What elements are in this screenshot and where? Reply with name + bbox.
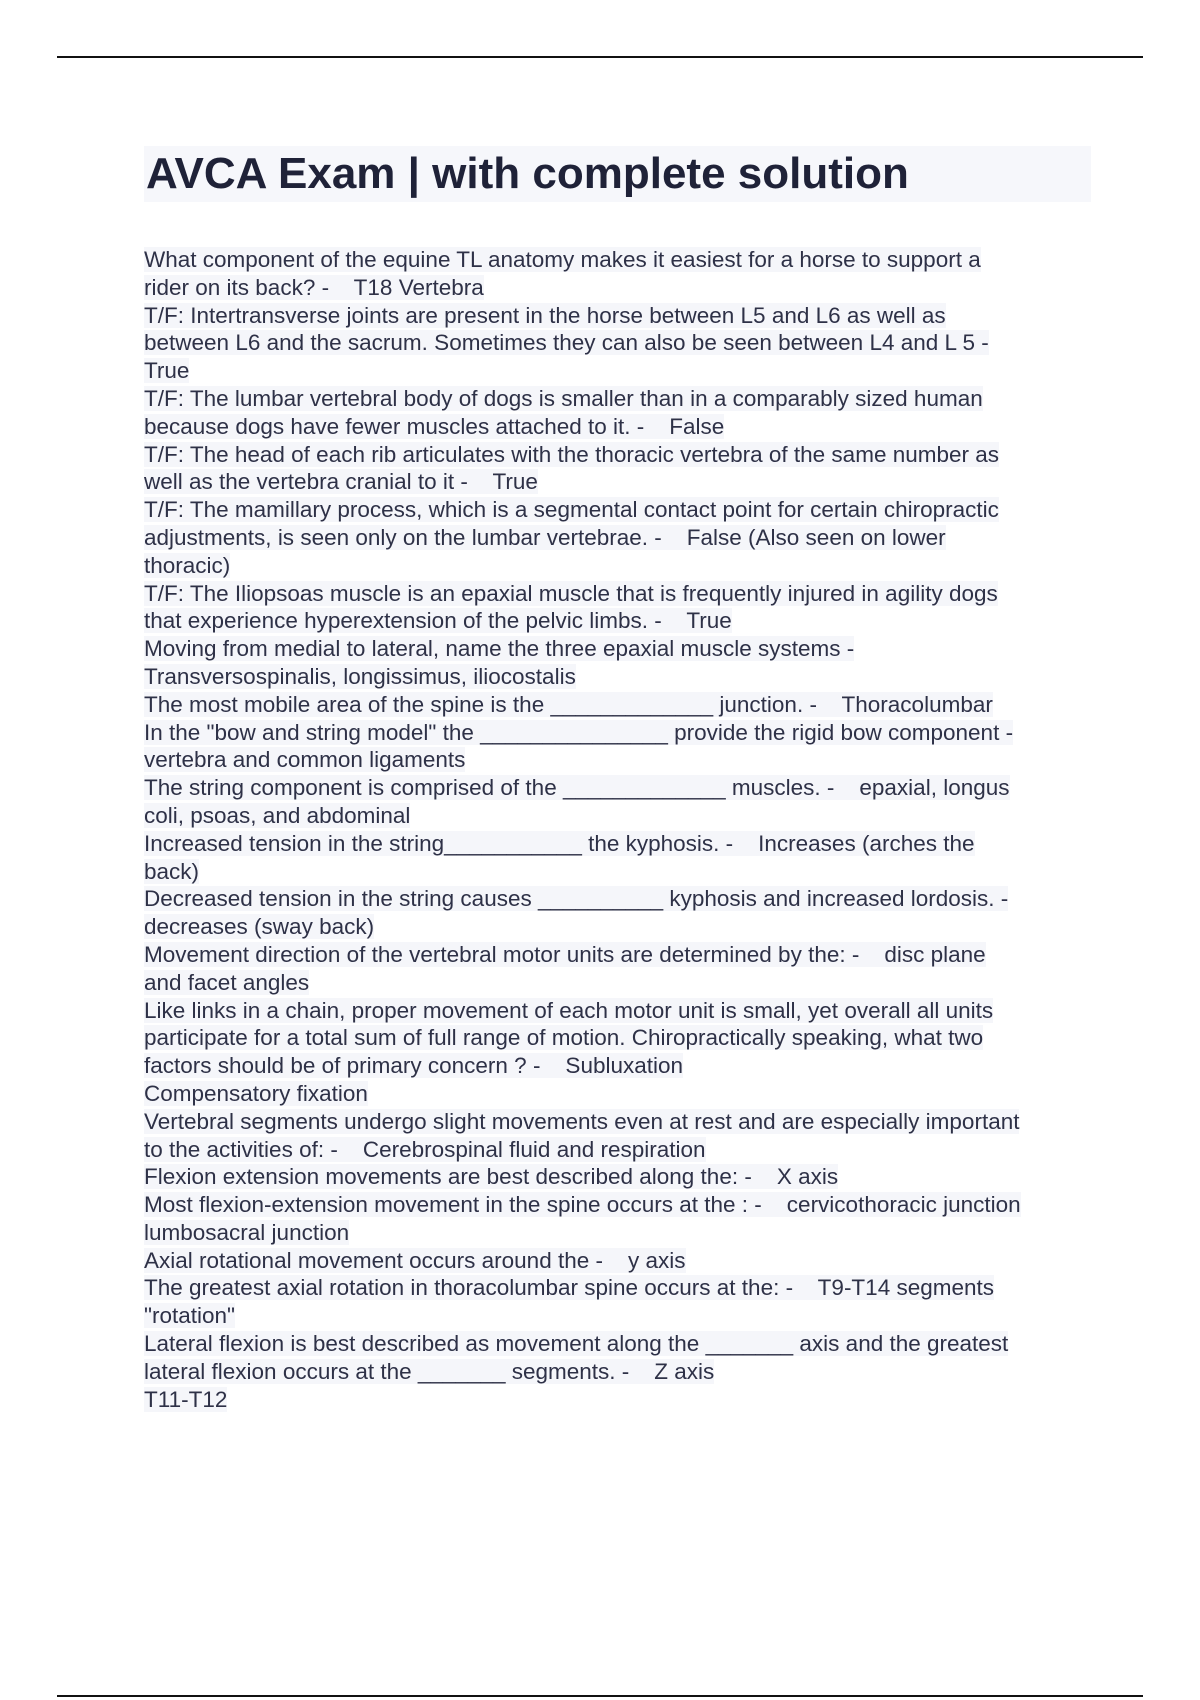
text-line: rider on its back? - T18 Vertebra <box>144 274 484 300</box>
text-line: Movement direction of the vertebral motor units are determined by the: - disc plane <box>144 941 986 967</box>
text-line: Vertebral segments undergo slight movements even at rest and are especially important <box>144 1108 1020 1134</box>
text-line: What component of the equine TL anatomy makes it easiest for a horse to support a <box>144 247 981 272</box>
text-line: between L6 and the sacrum. Sometimes they can also be seen between L4 and L 5 - <box>144 330 989 356</box>
text-line: thoracic) <box>144 552 231 578</box>
top-divider <box>57 56 1143 58</box>
text-line: and facet angles <box>144 969 310 995</box>
text-line: In the "bow and string model" the _______________ provide the rigid bow component - <box>144 719 1014 745</box>
text-line: that experience hyperextension of the pelvic limbs. - True <box>144 608 732 634</box>
text-line: because dogs have fewer muscles attached to it. - False <box>144 413 725 439</box>
page-title: AVCA Exam | with complete solution <box>146 149 909 198</box>
text-line: lateral flexion occurs at the _______ segments. - Z axis <box>144 1358 715 1384</box>
text-line: T/F: Intertransverse joints are present in the horse between L5 and L6 as well as <box>144 302 946 328</box>
text-line: lumbosacral junction <box>144 1219 350 1245</box>
text-line: T11-T12 <box>144 1386 228 1412</box>
text-line: back) <box>144 858 200 884</box>
text-line: Compensatory fixation <box>144 1080 368 1106</box>
text-line: vertebra and common ligaments <box>144 747 466 773</box>
text-line: Flexion extension movements are best described along the: - X axis <box>144 1164 839 1190</box>
text-line: Lateral flexion is best described as movement along the _______ axis and the greatest <box>144 1331 1009 1357</box>
text-line: T/F: The lumbar vertebral body of dogs is smaller than in a comparably sized human <box>144 385 983 411</box>
text-line: Like links in a chain, proper movement of each motor unit is small, yet overall all units <box>144 997 994 1023</box>
text-line: Decreased tension in the string causes __________ kyphosis and increased lordosis. - <box>144 886 1009 912</box>
text-line: to the activities of: - Cerebrospinal fluid and respiration <box>144 1136 706 1162</box>
text-line: T/F: The mamillary process, which is a segmental contact point for certain chiropractic <box>144 497 999 523</box>
text-line: T/F: The Iliopsoas muscle is an epaxial muscle that is frequently injured in agility dogs <box>144 580 998 606</box>
text-line: The string component is comprised of the _____________ muscles. - epaxial, longus <box>144 775 1010 801</box>
text-line: T/F: The head of each rib articulates with the thoracic vertebra of the same number as <box>144 441 1000 467</box>
text-line: Moving from medial to lateral, name the three epaxial muscle systems - <box>144 636 855 662</box>
text-line: adjustments, is seen only on the lumbar vertebrae. - False (Also seen on lower <box>144 524 946 550</box>
text-line: True <box>144 358 190 384</box>
text-line: decreases (sway back) <box>144 914 375 940</box>
bottom-divider <box>57 1695 1143 1697</box>
text-line: factors should be of primary concern ? - Subluxation <box>144 1053 684 1079</box>
text-line: "rotation" <box>144 1303 236 1329</box>
text-line: The greatest axial rotation in thoracolumbar spine occurs at the: - T9-T14 segments <box>144 1275 995 1301</box>
title-block <box>144 146 1091 202</box>
text-line: The most mobile area of the spine is the _____________ junction. - Thoracolumbar <box>144 691 993 717</box>
text-line: participate for a total sum of full range of motion. Chiropractically speaking, what two <box>144 1025 984 1051</box>
text-line: coli, psoas, and abdominal <box>144 802 411 828</box>
text-line: Increased tension in the string___________ the kyphosis. - Increases (arches the <box>144 830 975 856</box>
text-line: well as the vertebra cranial to it - True <box>144 469 538 495</box>
text-line: Axial rotational movement occurs around the - y axis <box>144 1247 686 1273</box>
text-line: Transversospinalis, longissimus, iliocostalis <box>144 663 576 689</box>
text-line: Most flexion-extension movement in the spine occurs at the : - cervicothoracic junction <box>144 1192 1021 1218</box>
qa-content <box>144 246 1089 1413</box>
